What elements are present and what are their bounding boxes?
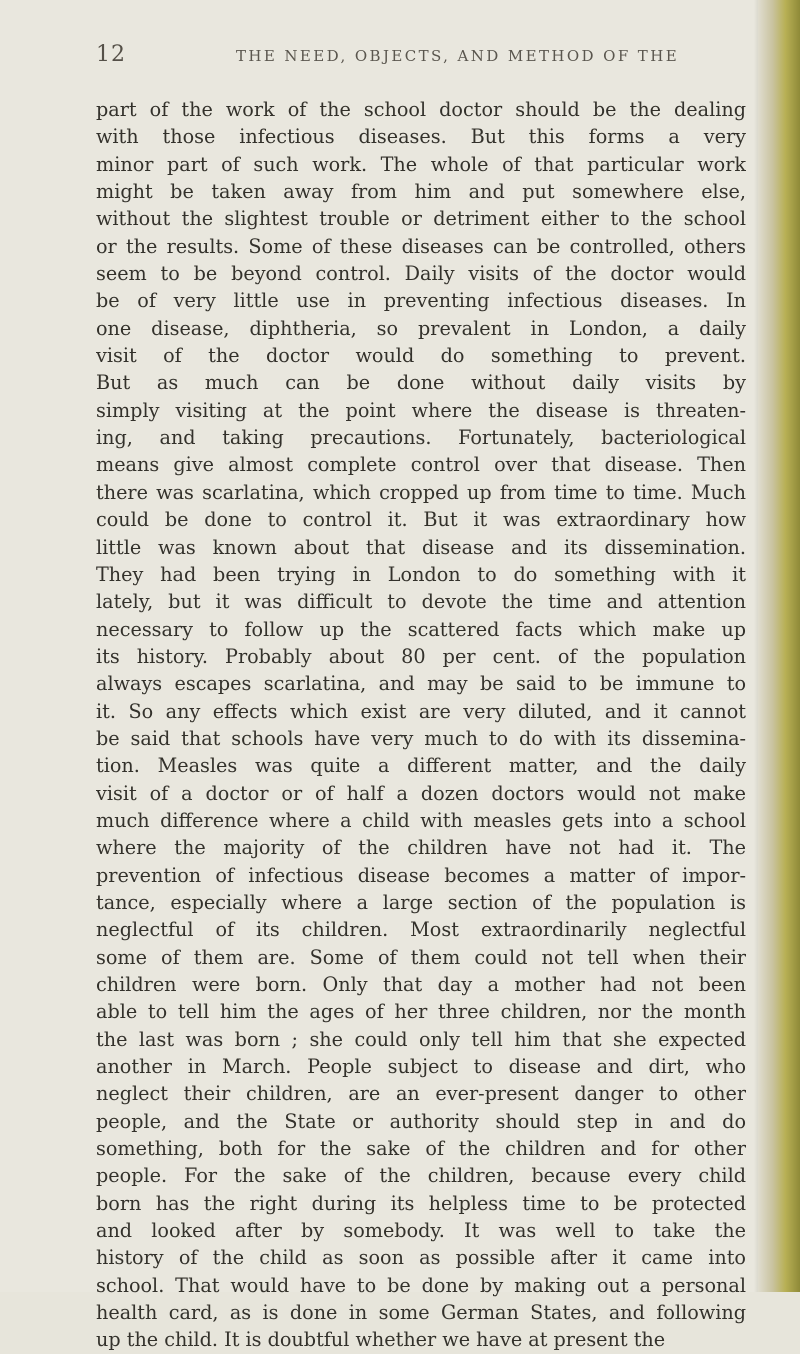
text-line: people. For the sake of the children, because every child [96, 1164, 746, 1188]
text-line: visit of a doctor or of half a dozen doctors would not make [96, 781, 746, 805]
text-line: something, both for the sake of the children and for other [96, 1137, 746, 1161]
text-line: where the majority of the children have not had it. The [96, 836, 746, 860]
text-line: people, and the State or authority should step in and do [96, 1109, 746, 1133]
text-line: lately, but it was difficult to devote the time and attention [96, 590, 746, 614]
text-line: be of very little use in preventing infectious diseases. In [96, 289, 746, 313]
text-line: be said that schools have very much to do with its dissemina- [96, 726, 746, 750]
text-line: minor part of such work. The whole of that particular work [96, 152, 746, 176]
text-line: or the results. Some of these diseases can be controlled, others [96, 234, 746, 258]
text-line: part of the work of the school doctor should be the dealing [96, 98, 746, 121]
text-line: might be taken away from him and put somewhere else, [96, 180, 746, 204]
text-line: one disease, diphtheria, so prevalent in London, a daily [96, 316, 746, 340]
text-line: ing, and taking precautions. Fortunately, bacteriological [96, 426, 746, 450]
text-line: without the slightest trouble or detriment either to the school [96, 207, 746, 231]
text-line: born has the right during its helpless time to be protected [96, 1191, 746, 1215]
body-text [96, 96, 746, 1354]
text-line: prevention of infectious disease becomes a matter of impor- [96, 863, 746, 887]
text-line: seem to be beyond control. Daily visits of the doctor would [96, 262, 746, 286]
text-line: with those infectious diseases. But this forms a very [96, 125, 746, 149]
text-line: some of them are. Some of them could not tell when their [96, 945, 746, 969]
text-line: another in March. People subject to disease and dirt, who [96, 1055, 746, 1079]
running-head [96, 42, 746, 76]
text-line: neglect their children, are an ever-present danger to other [96, 1082, 746, 1106]
text-line: history of the child as soon as possible after it came into [96, 1246, 746, 1270]
text-line: neglectful of its children. Most extraordinarily neglectful [96, 918, 746, 942]
text-line: But as much can be done without daily visits by [96, 371, 746, 395]
text-line: They had been trying in London to do something with it [96, 562, 746, 586]
text-line: simply visiting at the point where the disease is threaten- [96, 398, 746, 422]
text-line: little was known about that disease and its dissemination. [96, 535, 746, 559]
text-line: visit of the doctor would do something to prevent. [96, 344, 746, 368]
text-line: tance, especially where a large section of the population is [96, 890, 746, 914]
text-line: much difference where a child with measles gets into a school [96, 808, 746, 832]
text-line: up the child. It is doubtful whether we have at present the [96, 1328, 666, 1352]
text-line: could be done to control it. But it was extraordinary how [96, 508, 746, 532]
text-line: its history. Probably about 80 per cent. of the population [96, 644, 746, 668]
text-line: the last was born ; she could only tell him that she expected [96, 1027, 746, 1051]
text-line: able to tell him the ages of her three children, nor the month [96, 1000, 746, 1024]
text-line: health card, as is done in some German States, and following [96, 1301, 746, 1325]
running-title: THE NEED, OBJECTS, AND METHOD OF THE [236, 47, 680, 65]
text-line: necessary to follow up the scattered facts which make up [96, 617, 746, 641]
text-line: children were born. Only that day a mother had not been [96, 973, 746, 996]
text-line: school. That would have to be done by making out a personal [96, 1273, 746, 1297]
page-number: 12 [96, 42, 126, 67]
text-line: always escapes scarlatina, and may be said to be immune to [96, 672, 746, 696]
book-binding-edge [758, 0, 800, 1292]
text-line: there was scarlatina, which cropped up from time to time. Much [96, 480, 746, 504]
text-line: tion. Measles was quite a different matter, and the daily [96, 754, 746, 778]
text-line: it. So any effects which exist are very diluted, and it cannot [96, 699, 746, 723]
text-line: and looked after by somebody. It was well to take the [96, 1219, 746, 1243]
text-line: means give almost complete control over that disease. Then [96, 453, 746, 477]
